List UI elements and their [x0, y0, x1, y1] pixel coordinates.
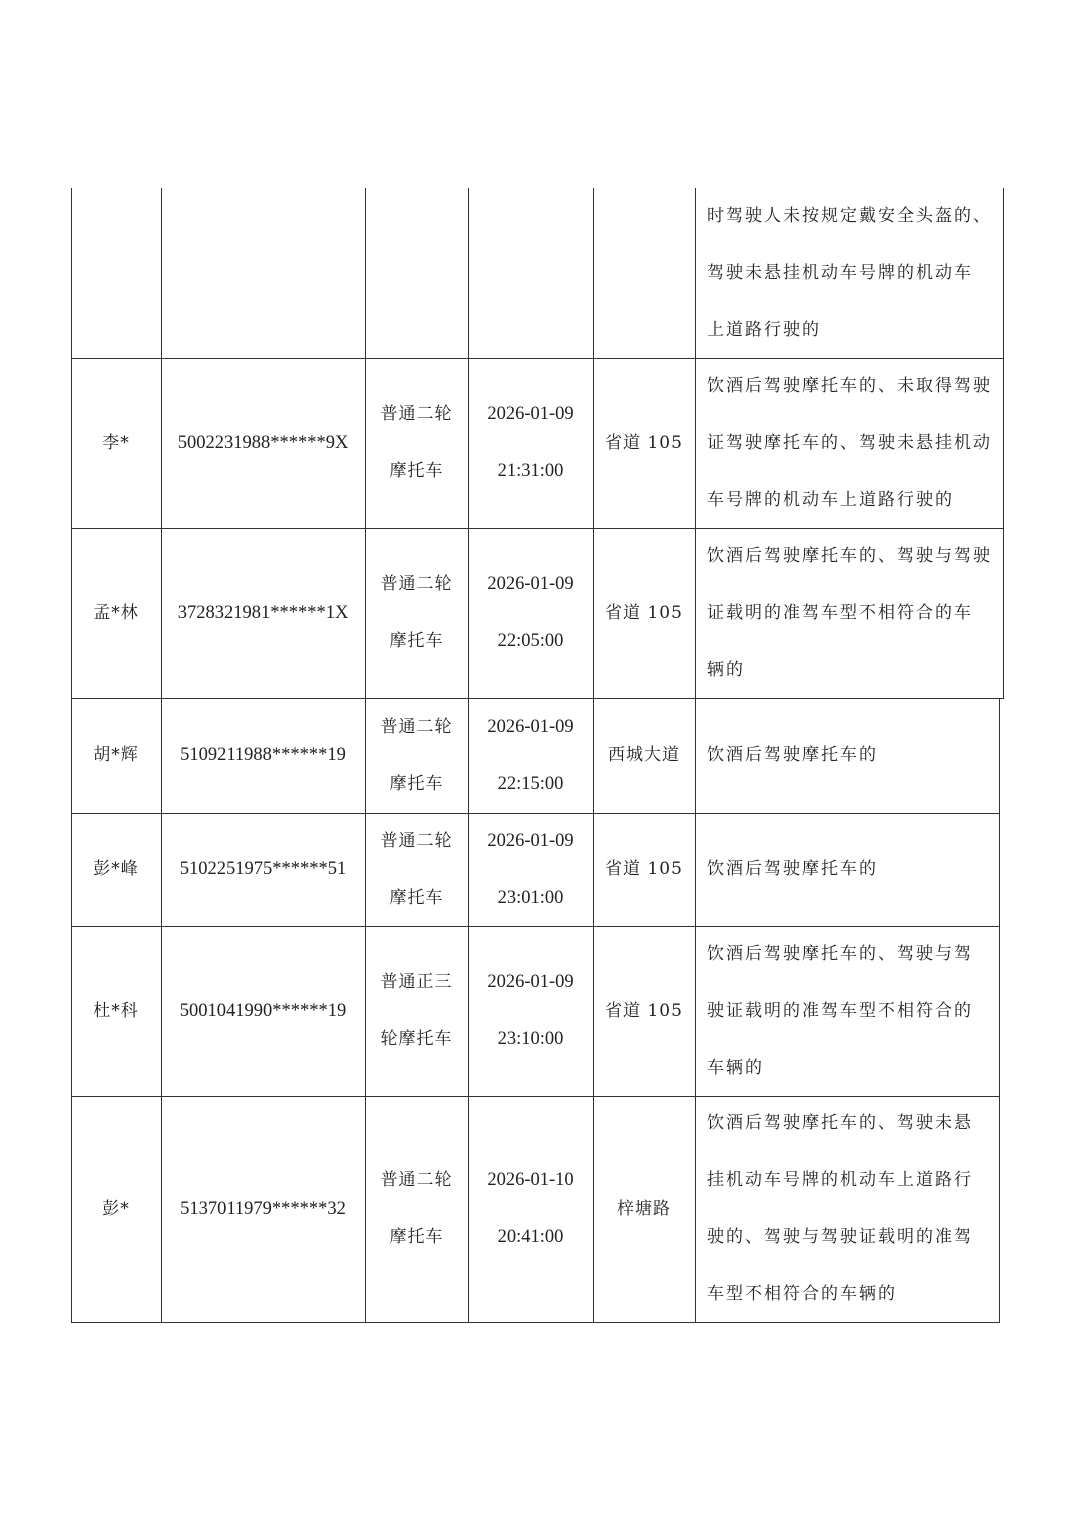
cell-time — [468, 358, 593, 528]
cell-violation — [695, 188, 1003, 358]
vehicle-text-line: 普通二轮 — [380, 830, 453, 851]
time-text-line: 2026-01-09 — [487, 830, 574, 851]
vehicle-text-line: 摩托车 — [389, 773, 444, 794]
place-text-line: 省道 105 — [605, 1000, 683, 1021]
table-grid-line — [71, 698, 72, 814]
violation-text-line: 饮酒后驾驶摩托车的、驾驶未悬 — [707, 1113, 973, 1133]
violation-text-line: 辆的 — [707, 659, 745, 680]
violation-text-line: 上道路行驶的 — [707, 319, 821, 340]
violation-text-line: 证载明的准驾车型不相符合的车 — [707, 602, 973, 623]
table-grid-line — [593, 188, 594, 359]
violation-text-line: 驶的、驾驶与驾驶证载明的准驾 — [707, 1227, 973, 1247]
cell-place — [593, 358, 695, 528]
name-text-line: 杜*科 — [93, 1000, 139, 1021]
cell-violation — [695, 358, 1003, 528]
vehicle-text-line: 普通二轮 — [380, 1170, 453, 1190]
vehicle-text-line: 轮摩托车 — [380, 1029, 453, 1049]
violation-text-line: 饮酒后驾驶摩托车的、驾驶与驾 — [707, 943, 973, 964]
time-text-line: 23:01:00 — [497, 887, 564, 908]
time-text-line: 2026-01-09 — [487, 716, 574, 737]
table-grid-line — [71, 1096, 72, 1323]
id-text-line: 5002231988******9X — [177, 432, 349, 453]
cell-time — [468, 698, 593, 813]
cell-id — [161, 528, 365, 698]
table-grid-line — [365, 813, 366, 927]
name-text-line: 孟*林 — [93, 602, 139, 623]
table-grid-line — [365, 698, 366, 814]
table-grid-line — [695, 813, 696, 927]
table-grid-line — [695, 698, 696, 814]
cell-vehicle — [365, 188, 468, 358]
vehicle-text-line: 普通正三 — [380, 972, 453, 992]
cell-id — [161, 1096, 365, 1322]
cell-time — [468, 926, 593, 1096]
place-text-line: 梓塘路 — [617, 1198, 671, 1219]
cell-id — [161, 358, 365, 528]
cell-vehicle — [365, 358, 468, 528]
cell-name — [71, 926, 161, 1096]
table-grid-line — [999, 1096, 1000, 1323]
violation-text-line: 饮酒后驾驶摩托车的、驾驶与驾驶 — [707, 545, 992, 566]
time-text-line: 20:41:00 — [497, 1227, 564, 1247]
id-text-line: 5102251975******51 — [179, 859, 347, 879]
name-text-line: 彭*峰 — [93, 859, 139, 879]
table-grid-line — [695, 188, 696, 359]
cell-name — [71, 813, 161, 926]
time-text-line: 2026-01-10 — [487, 1170, 574, 1190]
cell-id — [161, 698, 365, 813]
cell-name — [71, 528, 161, 698]
table-grid-line — [71, 926, 72, 1097]
cell-time — [468, 1096, 593, 1322]
table-grid-line — [161, 528, 162, 699]
table-grid-line — [468, 813, 469, 927]
vehicle-text-line: 摩托车 — [389, 1227, 444, 1247]
time-text-line: 21:31:00 — [497, 461, 564, 481]
violation-text-line: 驶证载明的准驾车型不相符合的 — [707, 1000, 973, 1021]
id-text-line: 5137011979******32 — [180, 1198, 346, 1219]
cell-place — [593, 528, 695, 698]
table-grid-line — [365, 188, 366, 359]
table-grid-line — [161, 188, 162, 359]
time-text-line: 2026-01-09 — [487, 404, 574, 424]
table-grid-line — [1003, 188, 1004, 359]
table-grid-line — [593, 698, 594, 814]
place-text-line: 省道 105 — [605, 432, 683, 453]
table-grid-line — [71, 188, 72, 359]
time-text-line: 2026-01-09 — [487, 574, 574, 594]
cell-id — [161, 926, 365, 1096]
table-grid-line — [365, 1096, 366, 1323]
violation-text-line: 时驾驶人未按规定戴安全头盔的、 — [707, 205, 992, 226]
table-grid-line — [365, 358, 366, 529]
cell-vehicle — [365, 698, 468, 813]
time-text-line: 22:05:00 — [497, 631, 564, 651]
cell-place — [593, 1096, 695, 1322]
place-text-line: 西城大道 — [608, 745, 680, 765]
vehicle-text-line: 摩托车 — [389, 631, 444, 651]
cell-id — [161, 813, 365, 926]
cell-violation — [695, 926, 999, 1096]
table-grid-line — [468, 926, 469, 1097]
time-text-line: 23:10:00 — [497, 1029, 564, 1049]
violation-text-line: 证驾驶摩托车的、驾驶未悬挂机动 — [707, 432, 992, 453]
cell-id — [161, 188, 365, 358]
table-grid-line — [593, 926, 594, 1097]
table-grid-line — [71, 1322, 1000, 1323]
table-grid-line — [365, 528, 366, 699]
cell-vehicle — [365, 1096, 468, 1322]
table-grid-line — [161, 813, 162, 927]
cell-place — [593, 813, 695, 926]
cell-name — [71, 698, 161, 813]
vehicle-text-line: 普通二轮 — [380, 716, 453, 737]
cell-place — [593, 698, 695, 813]
table-grid-line — [593, 1096, 594, 1323]
id-text-line: 3728321981******1X — [177, 602, 349, 623]
table-grid-line — [71, 813, 72, 927]
table-grid-line — [161, 698, 162, 814]
violation-text-line: 挂机动车号牌的机动车上道路行 — [707, 1170, 973, 1190]
table-grid-line — [161, 1096, 162, 1323]
cell-time — [468, 813, 593, 926]
cell-vehicle — [365, 813, 468, 926]
violation-text-line: 驾驶未悬挂机动车号牌的机动车 — [707, 262, 973, 283]
cell-violation — [695, 813, 999, 926]
violation-text-line: 饮酒后驾驶摩托车的 — [707, 859, 878, 879]
vehicle-text-line: 摩托车 — [389, 887, 444, 908]
vehicle-text-line: 普通二轮 — [380, 574, 453, 594]
table-grid-line — [593, 358, 594, 529]
table-grid-line — [71, 358, 72, 529]
table-grid-line — [1003, 358, 1004, 529]
violation-text-line: 车号牌的机动车上道路行驶的 — [707, 489, 954, 510]
table-grid-line — [695, 528, 696, 699]
table-grid-line — [468, 358, 469, 529]
table-grid-line — [71, 528, 72, 699]
cell-vehicle — [365, 528, 468, 698]
table-grid-line — [999, 698, 1000, 814]
violation-text-line: 饮酒后驾驶摩托车的 — [707, 745, 878, 765]
cell-violation — [695, 1096, 999, 1322]
table-grid-line — [468, 528, 469, 699]
vehicle-text-line: 摩托车 — [389, 461, 444, 481]
table-grid-line — [695, 926, 696, 1097]
table-grid-line — [1003, 528, 1004, 699]
id-text-line: 5001041990******19 — [179, 1000, 347, 1021]
table-grid-line — [468, 1096, 469, 1323]
table-grid-line — [695, 358, 696, 529]
table-grid-line — [161, 358, 162, 529]
cell-place — [593, 188, 695, 358]
violation-text-line: 饮酒后驾驶摩托车的、未取得驾驶 — [707, 375, 992, 396]
place-text-line: 省道 105 — [605, 602, 683, 623]
cell-name — [71, 188, 161, 358]
time-text-line: 22:15:00 — [497, 773, 564, 794]
table-grid-line — [468, 188, 469, 359]
table-grid-line — [695, 1096, 696, 1323]
cell-violation — [695, 698, 999, 813]
cell-violation — [695, 528, 1003, 698]
violation-text-line: 车辆的 — [707, 1057, 764, 1078]
table-grid-line — [365, 926, 366, 1097]
cell-time — [468, 188, 593, 358]
name-text-line: 李* — [102, 432, 130, 453]
cell-vehicle — [365, 926, 468, 1096]
name-text-line: 彭* — [102, 1198, 130, 1219]
table-grid-line — [999, 926, 1000, 1097]
name-text-line: 胡*辉 — [93, 745, 139, 765]
table-grid-line — [593, 813, 594, 927]
cell-time — [468, 528, 593, 698]
table-grid-line — [593, 528, 594, 699]
vehicle-text-line: 普通二轮 — [380, 404, 453, 424]
cell-place — [593, 926, 695, 1096]
table-grid-line — [999, 813, 1000, 927]
id-text-line: 5109211988******19 — [180, 745, 346, 765]
time-text-line: 2026-01-09 — [487, 972, 574, 992]
violation-text-line: 车型不相符合的车辆的 — [707, 1284, 897, 1304]
place-text-line: 省道 105 — [605, 859, 683, 879]
table-grid-line — [468, 698, 469, 814]
table-grid-line — [161, 926, 162, 1097]
cell-name — [71, 358, 161, 528]
cell-name — [71, 1096, 161, 1322]
